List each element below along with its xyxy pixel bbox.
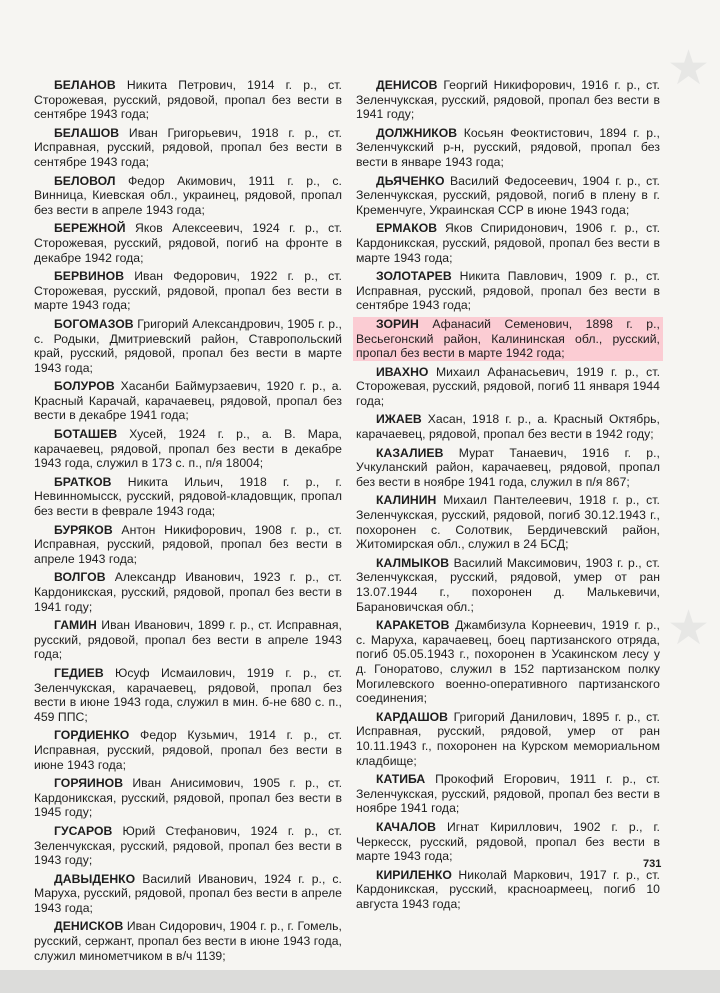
- entry-details: Иван Григорьевич, 1918 г. р., ст. Исправная, русский, рядовой, пропал без вести в сентябре 1943 года;: [34, 125, 342, 169]
- list-item: [34, 379, 342, 423]
- entry-surname: БОЛУРОВ: [54, 379, 115, 394]
- list-item: [34, 824, 342, 868]
- list-item: [34, 427, 342, 471]
- list-item: [356, 446, 660, 490]
- list-item: [34, 728, 342, 772]
- entry-surname: ИЖАЕВ: [376, 412, 422, 427]
- list-item: [356, 710, 660, 768]
- entry-details: Василий Иванович, 1924 г. р., с. Маруха, русский, рядовой, пропал без вести в апреле 1943 года;: [34, 871, 342, 915]
- list-item: [34, 174, 342, 218]
- list-item: [34, 776, 342, 820]
- entry-details: Никита Петрович, 1914 г. р., ст. Сторожевая, русский, рядовой, пропал без вести в сентябре 1943 года;: [34, 78, 342, 122]
- entry-details: Иван Сидорович, 1904 г. р., г. Гомель, русский, сержант, пропал без вести в июне 1943 года, служил минометчиком в в/ч 1139;: [34, 919, 342, 963]
- entry-surname: ДАВЫДЕНКО: [54, 871, 136, 886]
- highlighted-entry: [353, 317, 663, 361]
- entry-details: Георгий Никифорович, 1916 г. р., ст. Зеленчукская, русский, рядовой, пропал без вести в 1941 году;: [356, 78, 660, 122]
- entry-surname: ДЕНИСКОВ: [54, 919, 124, 934]
- entry-details: Джамбизула Корнеевич, 1919 г. р., с. Маруха, карачаевец, боец партизанского отряда, погиб 05.05.1943 г., похоронен в Усакинском лесу у д. Гоноратово, служил в 152 партизанском полку Могилевского военно-оперативного партизанского соединения;: [356, 618, 660, 706]
- list-item: [34, 523, 342, 567]
- entry-details: Николай Маркович, 1917 г. р., ст. Кардоникская, русский, красноармеец, погиб 10 августа 1943 года;: [356, 867, 660, 911]
- list-item: [34, 872, 342, 916]
- entry-surname: ДЬЯЧЕНКО: [376, 173, 445, 188]
- entry-surname: КАЛИНИН: [376, 493, 437, 508]
- entry-details: Никита Ильич, 1918 г. р., г. Невинномысск, русский, рядовой-кладовщик, пропал без вести в феврале 1943 года;: [34, 474, 342, 519]
- entry-surname: БУРЯКОВ: [54, 522, 113, 537]
- entry-details: Михаил Афанасьевич, 1919 г. р., ст. Сторожевая, русский, рядовой, погиб 11 января 1944 года;: [356, 364, 660, 408]
- entry-details: Василий Максимович, 1903 г. р., ст. Зеленчукская, русский, рядовой, умер от ран 13.07.1944 г., похоронен д. Малькевичи, Барановичская обл.;: [356, 555, 660, 614]
- entry-details: Александр Иванович, 1923 г. р., ст. Кардоникская, русский, рядовой, пропал без вести в 1941 году;: [34, 570, 342, 614]
- entry-surname: БЕРЕЖНОЙ: [54, 221, 126, 236]
- bottom-bar: [0, 970, 720, 993]
- list-item: [34, 919, 342, 963]
- entry-details: Антон Никифорович, 1908 г. р., ст. Исправная, русский, рядовой, пропал без вести в апреле 1943 года;: [34, 522, 342, 566]
- list-item: [34, 570, 342, 614]
- entry-surname: ВОЛГОВ: [54, 570, 106, 585]
- entry-surname: КАРАКЕТОВ: [376, 618, 450, 633]
- left-column: [34, 78, 342, 967]
- entry-details: Яков Алексеевич, 1924 г. р., ст. Сторожевая, русский, рядовой, погиб на фронте в декабре 1942 года;: [34, 221, 342, 265]
- entry-surname: ЗОРИН: [376, 316, 419, 331]
- list-item: [34, 126, 342, 170]
- entry-surname: ДОЛЖНИКОВ: [376, 125, 458, 140]
- entry-details: Афанасий Семенович, 1898 г. р., Весьегонский район, Калининская обл., русский, пропал без вести в марте 1942 года;: [356, 316, 660, 361]
- entry-details: Григорий Александрович, 1905 г. р., с. Родыки, Дмитриевский район, Ставропольский край, русский, рядовой, пропал без вести в марте 1943 года;: [34, 316, 342, 375]
- list-item: [356, 126, 660, 170]
- entry-surname: ГУСАРОВ: [54, 823, 113, 838]
- entry-details: Иван Федорович, 1922 г. р., ст. Сторожевая, русский, рядовой, пропал без вести в марте 1943 года;: [34, 269, 342, 313]
- list-item: [356, 174, 660, 218]
- entry-surname: БЕРВИНОВ: [54, 269, 125, 284]
- entry-details: Хасан, 1918 г. р., а. Красный Октябрь, карачаевец, рядовой, пропал без вести в 1942 году;: [356, 412, 660, 442]
- list-item: [34, 618, 342, 662]
- list-item: [34, 269, 342, 313]
- entry-details: Никита Павлович, 1909 г. р., ст. Исправная, русский, рядовой, пропал без вести в сентябре 1943 года;: [356, 269, 660, 313]
- entry-surname: КИРИЛЕНКО: [376, 867, 452, 882]
- entry-surname: БОГОМАЗОВ: [54, 316, 134, 331]
- entry-details: Иван Иванович, 1899 г. р., ст. Исправная, русский, рядовой, пропал без вести в апреле 1943 года;: [34, 618, 342, 662]
- entry-surname: БОТАШЕВ: [54, 427, 118, 442]
- entry-surname: ГЕДИЕВ: [54, 665, 104, 680]
- right-column: [356, 78, 660, 915]
- list-item: [34, 317, 342, 375]
- entry-surname: ДЕНИСОВ: [376, 78, 438, 92]
- page-number: 731: [643, 858, 662, 870]
- entry-surname: КАЗАЛИЕВ: [376, 445, 444, 460]
- list-item: [356, 493, 660, 551]
- entry-surname: БЕЛОВОЛ: [54, 173, 116, 188]
- list-item: [356, 221, 660, 265]
- list-item: [34, 221, 342, 265]
- entry-details: Яков Спиридонович, 1906 г. р., ст. Кардоникская, русский, рядовой, пропал без вести в марте 1943 года;: [356, 221, 660, 265]
- entry-details: Григорий Данилович, 1895 г. р., ст. Исправная, русский, рядовой, умер от ран 10.11.1943 г., похоронен на Курском мемориальном кладбище;: [356, 709, 660, 768]
- entry-surname: БЕЛАШОВ: [54, 125, 120, 140]
- entry-surname: ГОРДИЕНКО: [54, 728, 130, 743]
- entry-details: Юрий Стефанович, 1924 г. р., ст. Зеленчукская, русский, рядовой, пропал без вести в 1943 году;: [34, 823, 342, 868]
- list-item: [356, 412, 660, 441]
- list-item: [356, 820, 660, 864]
- entry-surname: ГОРЯИНОВ: [54, 776, 124, 791]
- list-item: [34, 78, 342, 122]
- list-item: [356, 772, 660, 816]
- entry-details: Игнат Кириллович, 1902 г. р., г. Черкесск, русский, рядовой, пропал без вести в марте 1943 года;: [356, 819, 660, 864]
- list-item: [34, 666, 342, 724]
- watermark-star-icon: ★: [666, 42, 710, 95]
- list-item: [356, 269, 660, 313]
- entry-surname: ЕРМАКОВ: [376, 221, 438, 236]
- entry-surname: КАТИБА: [376, 772, 426, 787]
- entry-surname: БРАТКОВ: [54, 474, 112, 489]
- entry-details: Хусей, 1924 г. р., а. В. Мара, карачаевец, рядовой, пропал без вести в декабре 1943 года, служил в 173 с. п., п/я 18004;: [34, 427, 342, 471]
- entry-surname: КАЛМЫКОВ: [376, 555, 450, 570]
- list-item: [356, 365, 660, 409]
- entry-details: Федор Акимович, 1911 г. р., с. Винница, Киевская обл., украинец, рядовой, пропал без вести в апреле 1943 года;: [34, 173, 342, 217]
- entry-surname: ЗОЛОТАРЕВ: [376, 269, 452, 284]
- entry-details: Юсуф Исмаилович, 1919 г. р., ст. Зеленчукская, карачаевец, рядовой, пропал без вести в июне 1943 года, служил в мин. б-не 680 с. п., 459 ППС;: [34, 665, 342, 724]
- list-item: [356, 868, 660, 912]
- entry-surname: ГАМИН: [54, 618, 97, 633]
- entry-details: Михаил Пантелеевич, 1918 г. р., ст. Зеленчукская, русский, рядовой, погиб 30.12.1943 г., похоронен с. Солотвик, Бердичевский район, Житомирская обл., служил в 24 БСД;: [356, 493, 660, 552]
- entry-details: Мурат Танаевич, 1916 г. р., Учкуланский район, карачаевец, рядовой, пропал без вести в ноябре 1941 года, служил в п/я 867;: [356, 445, 660, 489]
- list-item: [356, 78, 660, 122]
- list-item: [356, 556, 660, 614]
- entry-details: Василий Федосеевич, 1904 г. р., ст. Зеленчукская, русский, рядовой, погиб в плену в г. Кременчуге, Украинская ССР в июне 1943 года;: [356, 173, 660, 217]
- entry-details: Косьян Феоктистович, 1894 г. р., Зеленчукский р-н, русский, рядовой, пропал без вести в январе 1943 года;: [356, 125, 660, 169]
- entry-surname: БЕЛАНОВ: [54, 78, 116, 92]
- entry-details: Хасанби Баймурзаевич, 1920 г. р., а. Красный Карачай, карачаевец, рядовой, пропал без вести в декабре 1941 года;: [34, 379, 342, 423]
- entry-details: Прокофий Егорович, 1911 г. р., ст. Зеленчукская, русский, рядовой, пропал без вести в ноябре 1941 года;: [356, 772, 660, 816]
- entry-details: Иван Анисимович, 1905 г. р., ст. Кардоникская, русский, рядовой, пропал без вести в 1945 году;: [34, 776, 342, 820]
- entry-details: Федор Кузьмич, 1914 г. р., ст. Исправная, русский, рядовой, пропал без вести в июне 1943 года;: [34, 728, 342, 772]
- entry-surname: ИВАХНО: [376, 364, 429, 379]
- entry-surname: КАРДАШОВ: [376, 709, 449, 724]
- watermark-star-icon: ★: [666, 602, 710, 655]
- entry-surname: КАЧАЛОВ: [376, 819, 437, 834]
- list-item: [356, 618, 660, 706]
- list-item: [34, 475, 342, 519]
